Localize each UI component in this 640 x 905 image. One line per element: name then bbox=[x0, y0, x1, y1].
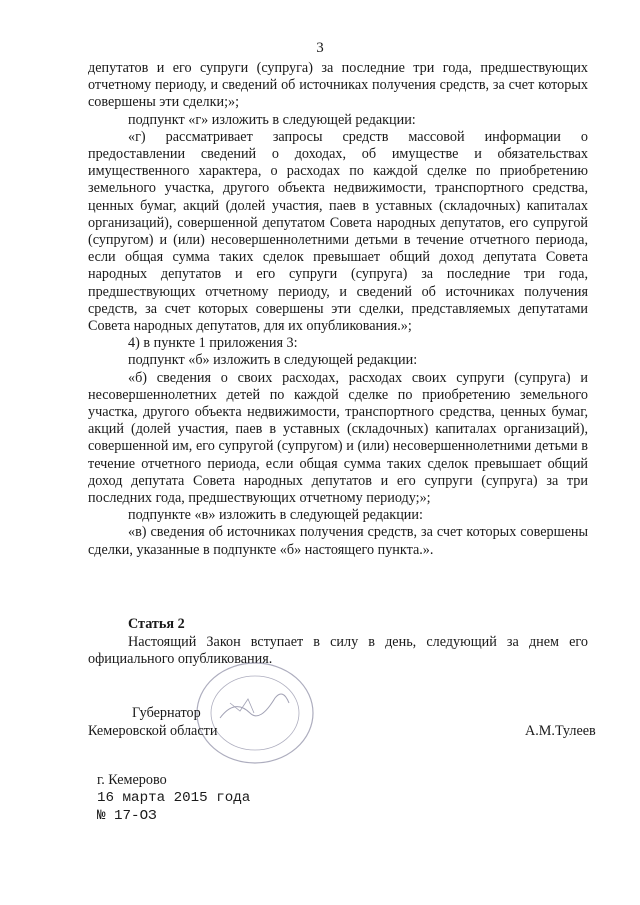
paragraph: подпункт «б» изложить в следующей редакции: bbox=[128, 352, 418, 369]
paragraph: подпункте «в» изложить в следующей редакции: bbox=[128, 507, 423, 524]
page-number: 3 bbox=[316, 40, 324, 56]
paragraph: подпункт «г» изложить в следующей редакции: bbox=[128, 111, 416, 128]
signature-title: Губернатор bbox=[132, 705, 201, 721]
document-body bbox=[88, 60, 588, 559]
article-heading: Статья 2 bbox=[128, 616, 185, 632]
signature-region: Кемеровской области bbox=[88, 723, 218, 739]
date: 16 марта 2015 года bbox=[97, 790, 251, 806]
law-number: № 17-ОЗ bbox=[97, 808, 157, 824]
city: г. Кемерово bbox=[97, 772, 167, 788]
signatory-name: А.М.Тулеев bbox=[525, 723, 596, 739]
article-text: Настоящий Закон вступает в силу в день, следующий за днем его официального опубликования. bbox=[88, 634, 588, 668]
paragraph: «г) рассматривает запросы средств массовой информации о предоставлении сведений о доходах, об имуществе и обязательствах имущественного характера, о расходах по каждой сделке по приобретению земельного участка, другого объекта недвижимости, транспортного средства, ценных бумаг, акций (долей участия, паев в уставных (складочных) капиталах организаций), совершенной депутатом Совета народных депутатов, его супругой (супругом) и (или) несовершеннолетними детьми в течение отчетного периода, если общая сумма таких сделок превышает общий доход депутата Совета народных депутатов и его супруги (супруга) за последние три года, предшествующих отчетному периоду, и сведений об источниках получения средств, за счет которых совершены эти сделки, представляемых депутатами Совета народных депутатов, для их опубликования.»; bbox=[88, 128, 588, 335]
paragraph: «б) сведения о своих расходах, расходах своих супруги (супруга) и несовершеннолетних детей по каждой сделке по приобретению земельного участка, другого объекта недвижимости, транспортного средства, ценных бумаг, акций (долей участия, паев в уставных (складочных) капиталах организаций), совершенной им, его супругой (супругом) и (или) несовершеннолетними детьми в течение отчетного периода, если общая сумма таких сделок превышает общий доход депутата Совета народных депутатов и его супруги (супруга) за три последних года, предшествующих отчетному периоду;»; bbox=[88, 369, 588, 507]
paragraph: 4) в пункте 1 приложения 3: bbox=[128, 335, 298, 352]
official-seal-stamp bbox=[190, 658, 320, 768]
paragraph: «в) сведения об источниках получения средств, за счет которых совершены сделки, указанные в подпункте «б» настоящего пункта.». bbox=[88, 524, 588, 558]
paragraph: депутатов и его супруги (супруга) за последние три года, предшествующих отчетному периоду, и сведений об источниках получения средств, за счет которых совершены эти сделки;»; bbox=[88, 60, 588, 111]
